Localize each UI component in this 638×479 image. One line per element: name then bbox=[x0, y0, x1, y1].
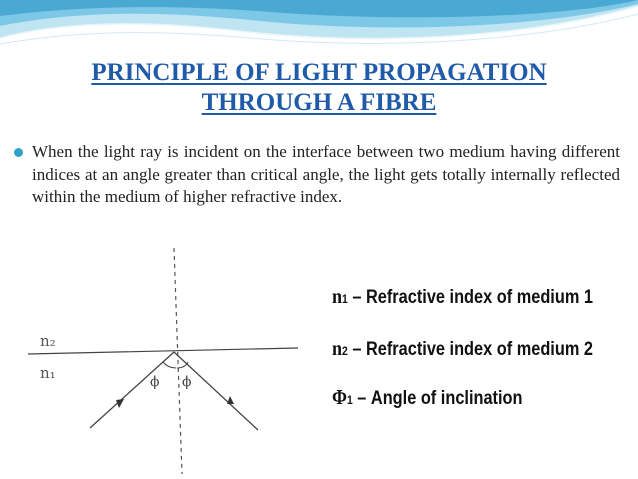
phi-left-label: ϕ bbox=[150, 374, 160, 390]
angle-arc-left bbox=[163, 362, 176, 368]
normal-line bbox=[174, 248, 182, 474]
legend-item-n1: n1 – Refractive index of medium 1 bbox=[332, 284, 593, 308]
reflected-ray-arrow bbox=[227, 396, 234, 404]
title-line-2: THROUGH A FIBRE bbox=[201, 89, 437, 116]
header-wave-decoration bbox=[0, 0, 638, 60]
total-internal-reflection-diagram bbox=[20, 246, 310, 476]
n1-label: n₁ bbox=[40, 364, 56, 382]
slide-title bbox=[0, 58, 638, 118]
interface-line bbox=[28, 348, 298, 354]
title-line-1: PRINCIPLE OF LIGHT PROPAGATION bbox=[91, 59, 547, 86]
legend-item-phi1: Φ1 – Angle of inclination bbox=[332, 385, 523, 409]
incident-ray bbox=[90, 352, 174, 428]
n2-label: n₂ bbox=[40, 332, 56, 350]
bullet-dot-icon bbox=[14, 148, 23, 157]
bullet-item bbox=[14, 141, 620, 209]
legend-item-n2: n2 – Refractive index of medium 2 bbox=[332, 336, 593, 360]
phi-right-label: ϕ bbox=[182, 374, 192, 390]
bullet-text: When the light ray is incident on the interface between two medium having different indices at an angle greater than critical angle, the light gets totally internally reflected within the medium of higher refractive index. bbox=[32, 142, 620, 206]
